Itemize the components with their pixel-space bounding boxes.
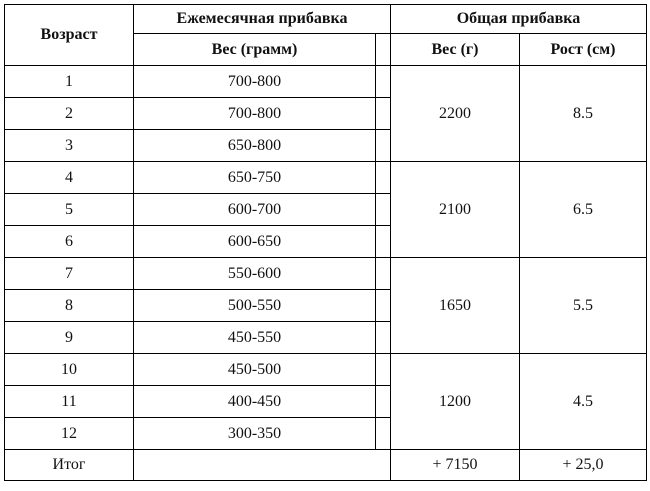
monthly-weight-cell: 650-800	[134, 130, 376, 162]
infant-growth-table	[4, 4, 647, 481]
age-cell: 10	[5, 354, 134, 386]
age-cell: 7	[5, 258, 134, 290]
age-cell: 4	[5, 162, 134, 194]
header-total-gain: Общая прибавка	[391, 5, 647, 34]
column-gap	[376, 418, 391, 450]
monthly-weight-cell: 450-550	[134, 322, 376, 354]
monthly-weight-cell: 450-500	[134, 354, 376, 386]
age-cell: 12	[5, 418, 134, 450]
table-row	[5, 258, 647, 290]
age-cell: 3	[5, 130, 134, 162]
column-gap	[376, 322, 391, 354]
column-gap	[376, 386, 391, 418]
column-gap	[376, 194, 391, 226]
age-cell: 6	[5, 226, 134, 258]
column-gap	[376, 98, 391, 130]
total-height-cell: 4.5	[520, 354, 647, 450]
total-label: Итог	[5, 450, 134, 481]
age-cell: 2	[5, 98, 134, 130]
column-gap	[376, 226, 391, 258]
age-cell: 9	[5, 322, 134, 354]
column-gap	[376, 34, 391, 66]
monthly-weight-cell: 500-550	[134, 290, 376, 322]
monthly-weight-cell: 550-600	[134, 258, 376, 290]
column-gap	[376, 130, 391, 162]
total-weight-cell: 1650	[391, 258, 520, 354]
monthly-weight-cell: 300-350	[134, 418, 376, 450]
column-gap	[376, 162, 391, 194]
total-height-cell: 6.5	[520, 162, 647, 258]
header-weight-g: Вес (г)	[391, 34, 520, 66]
total-weight-cell: 2200	[391, 66, 520, 162]
monthly-weight-cell: 600-650	[134, 226, 376, 258]
total-height-cell: 8.5	[520, 66, 647, 162]
total-weight-sum: + 7150	[391, 450, 520, 481]
table-row	[5, 354, 647, 386]
table-row	[5, 162, 647, 194]
total-height-sum: + 25,0	[520, 450, 647, 481]
header-age: Возраст	[5, 5, 134, 66]
table-row	[5, 66, 647, 98]
header-monthly-gain: Ежемесячная прибавка	[134, 5, 391, 34]
total-row	[5, 450, 647, 481]
header-height-cm: Рост (см)	[520, 34, 647, 66]
monthly-weight-cell: 600-700	[134, 194, 376, 226]
age-cell: 5	[5, 194, 134, 226]
monthly-weight-cell: 400-450	[134, 386, 376, 418]
column-gap	[376, 290, 391, 322]
column-gap	[376, 258, 391, 290]
monthly-weight-cell: 650-750	[134, 162, 376, 194]
monthly-weight-cell: 700-800	[134, 98, 376, 130]
total-monthly-empty-cell	[134, 450, 391, 481]
total-height-cell: 5.5	[520, 258, 647, 354]
age-cell: 8	[5, 290, 134, 322]
total-weight-cell: 2100	[391, 162, 520, 258]
monthly-weight-cell: 700-800	[134, 66, 376, 98]
column-gap	[376, 354, 391, 386]
header-weight-grams: Вес (грамм)	[134, 34, 376, 66]
column-gap	[376, 66, 391, 98]
age-cell: 1	[5, 66, 134, 98]
age-cell: 11	[5, 386, 134, 418]
total-weight-cell: 1200	[391, 354, 520, 450]
